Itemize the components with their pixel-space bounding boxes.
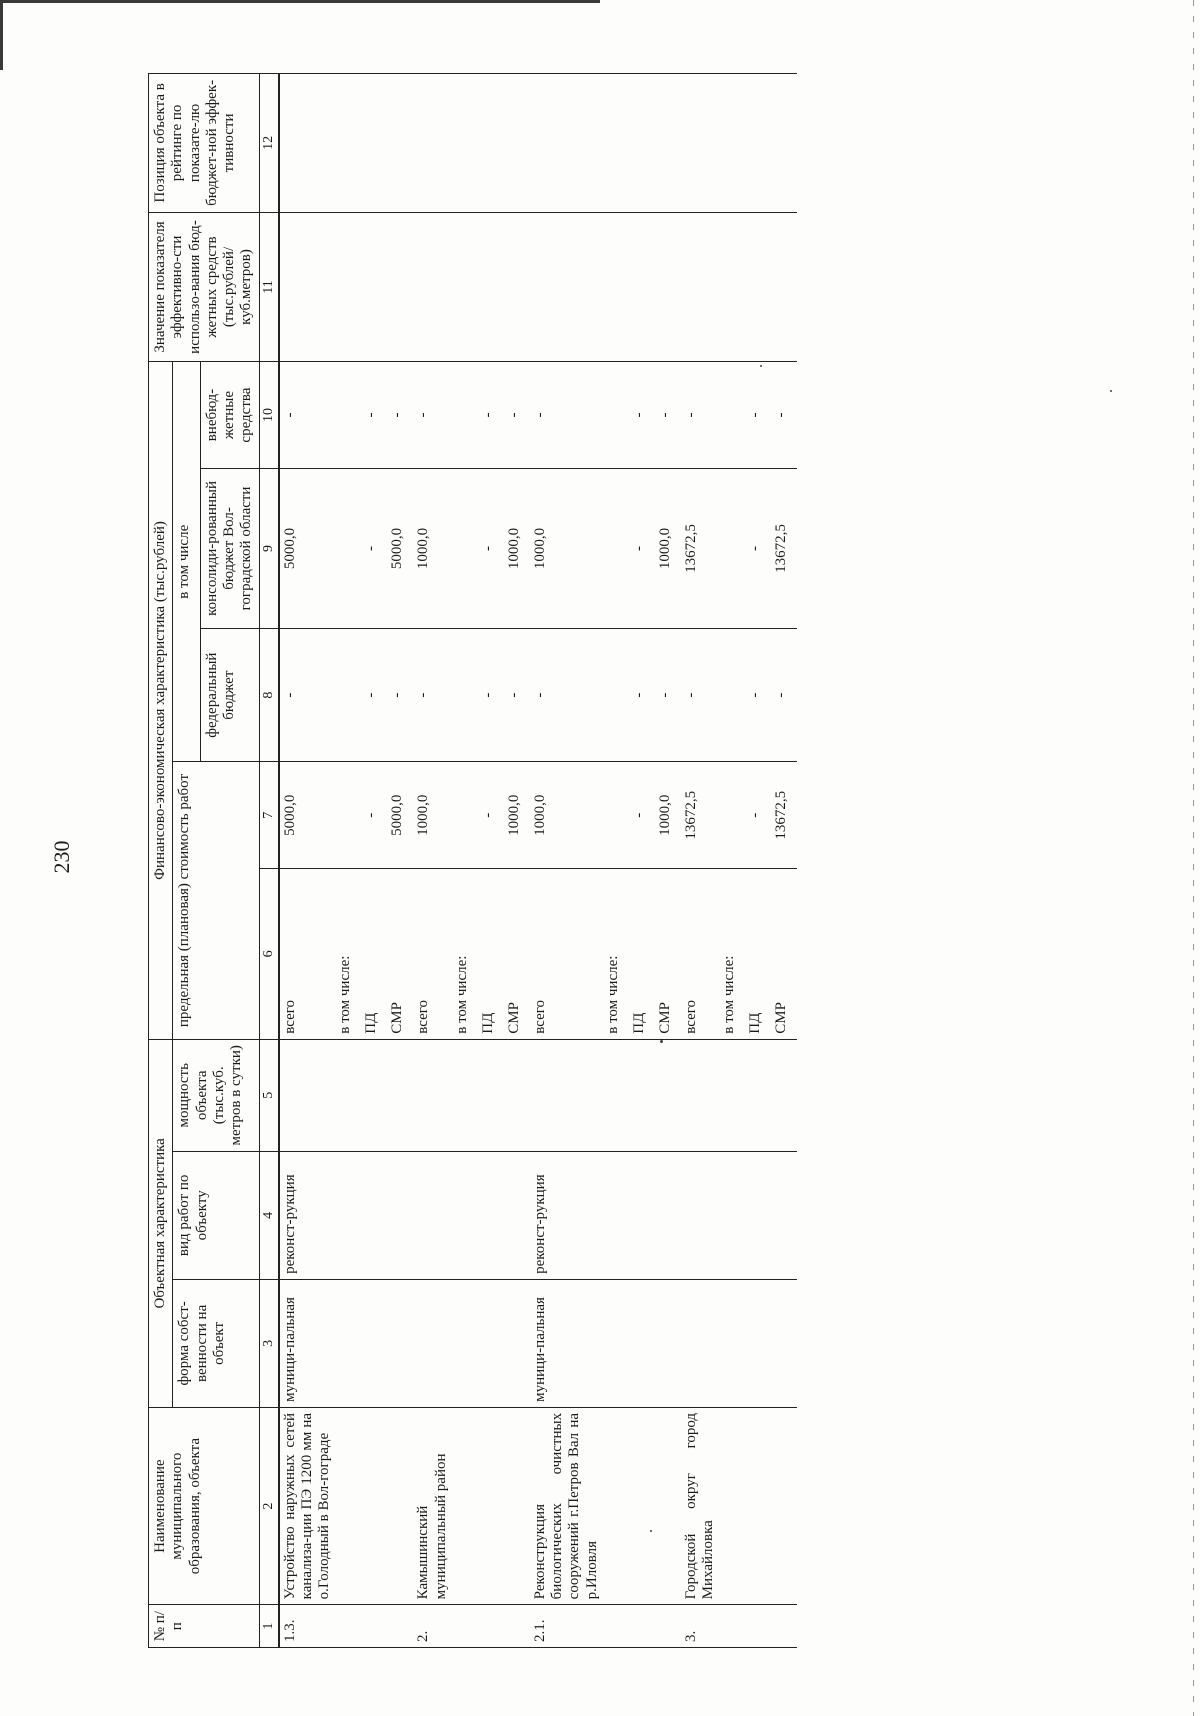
- cost-value: -: [629, 762, 655, 869]
- regional-value: -: [478, 468, 504, 628]
- regional-value: 13672,5: [771, 468, 797, 628]
- column-number: 10: [259, 362, 279, 469]
- row-number: [629, 1605, 655, 1648]
- row-number: [504, 1605, 530, 1648]
- rating-value: [452, 74, 478, 213]
- federal-value: -: [530, 628, 603, 761]
- column-number: 4: [259, 1151, 279, 1279]
- efficiency-value: [387, 212, 413, 361]
- header-cost: предельная (плановая) стоимость работ: [173, 762, 259, 1039]
- row-number: 3.: [681, 1605, 720, 1648]
- cost-value: 5000,0: [279, 762, 336, 869]
- object-name: [335, 1407, 361, 1604]
- capacity-cell: [629, 1039, 655, 1151]
- ownership-cell: [681, 1279, 720, 1407]
- row-number: [452, 1605, 478, 1648]
- cost-label: СМР: [387, 869, 413, 1040]
- regional-value: 5000,0: [279, 468, 336, 628]
- regional-value: 13672,5: [681, 468, 720, 628]
- capacity-cell: [279, 1039, 336, 1151]
- federal-value: -: [361, 628, 387, 761]
- cost-label: ПД: [745, 869, 771, 1040]
- offbudget-value: [603, 362, 629, 469]
- object-name: Городской округ город Михайловка: [681, 1407, 720, 1604]
- offbudget-value: -: [387, 362, 413, 469]
- table-row: [681, 74, 720, 1648]
- rating-value: [629, 74, 655, 213]
- capacity-cell: [745, 1039, 771, 1151]
- work-type-cell: реконст-рукция: [279, 1151, 336, 1279]
- cost-value: -: [478, 762, 504, 869]
- ownership-cell: [335, 1279, 361, 1407]
- regional-value: 1000,0: [655, 468, 681, 628]
- cost-label: всего: [530, 869, 603, 1040]
- ownership-cell: [719, 1279, 745, 1407]
- row-number: [655, 1605, 681, 1648]
- efficiency-value: [771, 212, 797, 361]
- column-number: 12: [259, 74, 279, 213]
- work-type-cell: реконст-рукция: [530, 1151, 603, 1279]
- offbudget-value: -: [771, 362, 797, 469]
- capacity-cell: [413, 1039, 452, 1151]
- regional-value: [603, 468, 629, 628]
- ownership-cell: муници-пальная: [279, 1279, 336, 1407]
- object-name: [603, 1407, 629, 1604]
- rating-value: [771, 74, 797, 213]
- work-type-cell: [771, 1151, 797, 1279]
- header-regional: консолиди-рованный бюджет Вол-гоградской области: [200, 468, 259, 628]
- table-header: [149, 74, 279, 1648]
- object-name: [387, 1407, 413, 1604]
- capacity-cell: [719, 1039, 745, 1151]
- regional-value: [335, 468, 361, 628]
- efficiency-value: [478, 212, 504, 361]
- rating-value: [655, 74, 681, 213]
- table-row: [603, 74, 629, 1648]
- table-body: [279, 74, 798, 1648]
- cost-value: 13672,5: [681, 762, 720, 869]
- table-row: [361, 74, 387, 1648]
- federal-value: -: [681, 628, 720, 761]
- cost-value: [335, 762, 361, 869]
- cost-value: [603, 762, 629, 869]
- cost-label: всего: [681, 869, 720, 1040]
- work-type-cell: [504, 1151, 530, 1279]
- offbudget-value: -: [629, 362, 655, 469]
- object-name: Камышинский муниципальный район: [413, 1407, 452, 1604]
- header-including: в том числе: [173, 362, 201, 762]
- work-type-cell: [681, 1151, 720, 1279]
- column-number: 6: [259, 869, 279, 1040]
- table-row: [771, 74, 797, 1648]
- ownership-cell: [387, 1279, 413, 1407]
- offbudget-value: -: [745, 362, 771, 469]
- work-type-cell: [655, 1151, 681, 1279]
- work-type-cell: [745, 1151, 771, 1279]
- efficiency-value: [335, 212, 361, 361]
- rating-value: [504, 74, 530, 213]
- cost-label: СМР: [655, 869, 681, 1040]
- row-number: [478, 1605, 504, 1648]
- regional-value: -: [629, 468, 655, 628]
- efficiency-value: [530, 212, 603, 361]
- rating-value: [279, 74, 336, 213]
- object-name: [655, 1407, 681, 1604]
- capacity-cell: [603, 1039, 629, 1151]
- table-row: [655, 74, 681, 1648]
- row-number: [745, 1605, 771, 1648]
- capacity-cell: [530, 1039, 603, 1151]
- header-group-object: Объектная характеристика: [149, 1039, 173, 1407]
- ownership-cell: [504, 1279, 530, 1407]
- table-row: [387, 74, 413, 1648]
- scan-edge-left: [0, 0, 3, 70]
- offbudget-value: [452, 362, 478, 469]
- object-name: [452, 1407, 478, 1604]
- cost-label: СМР: [504, 869, 530, 1040]
- efficiency-value: [745, 212, 771, 361]
- work-type-cell: [629, 1151, 655, 1279]
- efficiency-value: [413, 212, 452, 361]
- work-type-cell: [478, 1151, 504, 1279]
- capacity-cell: [361, 1039, 387, 1151]
- ownership-cell: [629, 1279, 655, 1407]
- table-row: [452, 74, 478, 1648]
- table-row: [745, 74, 771, 1648]
- federal-value: [452, 628, 478, 761]
- rating-value: [745, 74, 771, 213]
- cost-label: ПД: [361, 869, 387, 1040]
- rating-value: [603, 74, 629, 213]
- cost-value: -: [361, 762, 387, 869]
- header-capacity: мощность объекта (тыс.куб. метров в сутки): [173, 1039, 259, 1151]
- work-type-cell: [335, 1151, 361, 1279]
- scan-edge-top: [0, 0, 600, 3]
- header-ownership: форма собст-венности на объект: [173, 1279, 259, 1407]
- offbudget-value: -: [279, 362, 336, 469]
- table-row: [279, 74, 336, 1648]
- table-row: [504, 74, 530, 1648]
- column-number: 1: [259, 1605, 279, 1648]
- capacity-cell: [681, 1039, 720, 1151]
- offbudget-value: [719, 362, 745, 469]
- ownership-cell: [478, 1279, 504, 1407]
- work-type-cell: [361, 1151, 387, 1279]
- cost-label: ПД: [629, 869, 655, 1040]
- offbudget-value: -: [478, 362, 504, 469]
- offbudget-value: -: [530, 362, 603, 469]
- federal-value: -: [478, 628, 504, 761]
- header-work-type: вид работ по объекту: [173, 1151, 259, 1279]
- cost-label: в том числе:: [335, 869, 361, 1040]
- page-number: 230: [49, 840, 74, 874]
- object-name: [361, 1407, 387, 1604]
- column-number: 5: [259, 1039, 279, 1151]
- federal-value: -: [387, 628, 413, 761]
- rating-value: [719, 74, 745, 213]
- efficiency-value: [361, 212, 387, 361]
- work-type-cell: [452, 1151, 478, 1279]
- column-number: 2: [259, 1407, 279, 1604]
- cost-value: 5000,0: [387, 762, 413, 869]
- work-type-cell: [387, 1151, 413, 1279]
- offbudget-value: -: [361, 362, 387, 469]
- capacity-cell: [478, 1039, 504, 1151]
- efficiency-value: [603, 212, 629, 361]
- rating-value: [530, 74, 603, 213]
- column-number: 9: [259, 468, 279, 628]
- capacity-cell: [335, 1039, 361, 1151]
- ownership-cell: [771, 1279, 797, 1407]
- rating-value: [361, 74, 387, 213]
- federal-value: -: [629, 628, 655, 761]
- offbudget-value: -: [413, 362, 452, 469]
- regional-value: 1000,0: [504, 468, 530, 628]
- federal-value: -: [745, 628, 771, 761]
- header-group-finance: Финансово-экономическая характеристика (тыс.рублей): [149, 362, 173, 1040]
- cost-value: 1000,0: [655, 762, 681, 869]
- cost-value: 13672,5: [771, 762, 797, 869]
- cost-label: в том числе:: [603, 869, 629, 1040]
- table-row: [478, 74, 504, 1648]
- cost-value: 1000,0: [413, 762, 452, 869]
- row-number: [361, 1605, 387, 1648]
- ownership-cell: муници-пальная: [530, 1279, 603, 1407]
- efficiency-value: [629, 212, 655, 361]
- object-name: Устройство наружных сетей канализа-ции ПЭ 1200 мм на о.Голодный в Вол-гограде: [279, 1407, 336, 1604]
- capacity-cell: [452, 1039, 478, 1151]
- federal-value: -: [655, 628, 681, 761]
- cost-label: СМР: [771, 869, 797, 1040]
- header-num: № п/п: [149, 1605, 260, 1648]
- row-number: 1.3.: [279, 1605, 336, 1648]
- federal-value: -: [279, 628, 336, 761]
- ownership-cell: [655, 1279, 681, 1407]
- work-type-cell: [603, 1151, 629, 1279]
- regional-value: -: [745, 468, 771, 628]
- cost-value: [452, 762, 478, 869]
- offbudget-value: -: [504, 362, 530, 469]
- row-number: 2.1.: [530, 1605, 603, 1648]
- regional-value: -: [361, 468, 387, 628]
- column-number: 8: [259, 628, 279, 761]
- regional-value: 1000,0: [530, 468, 603, 628]
- header-rating: Позиция объекта в рейтинге по показате-лю бюджет-ной эффек-тивности: [149, 74, 260, 213]
- column-number: 3: [259, 1279, 279, 1407]
- offbudget-value: [335, 362, 361, 469]
- financial-table: [148, 73, 797, 1648]
- federal-value: [603, 628, 629, 761]
- ownership-cell: [452, 1279, 478, 1407]
- efficiency-value: [452, 212, 478, 361]
- object-name: [719, 1407, 745, 1604]
- ownership-cell: [745, 1279, 771, 1407]
- capacity-cell: [387, 1039, 413, 1151]
- federal-value: [335, 628, 361, 761]
- cost-value: 1000,0: [530, 762, 603, 869]
- table-row: [530, 74, 603, 1648]
- object-name: [771, 1407, 797, 1604]
- object-name: Реконструкция биологических очистных сооружений г.Петров Вал на р.Иловля: [530, 1407, 603, 1604]
- object-name: [629, 1407, 655, 1604]
- work-type-cell: [719, 1151, 745, 1279]
- scan-edge-right: [1193, 0, 1194, 1716]
- row-number: [603, 1605, 629, 1648]
- object-name: [504, 1407, 530, 1604]
- table-row: [413, 74, 452, 1648]
- header-federal: федеральный бюджет: [200, 628, 259, 761]
- header-efficiency: Значение показателя эффективно-сти использо-вания бюд-жетных средств (тыс.рублей/ куб.метров): [149, 212, 260, 361]
- object-name: [478, 1407, 504, 1604]
- cost-value: 1000,0: [504, 762, 530, 869]
- column-number: 7: [259, 762, 279, 869]
- federal-value: -: [504, 628, 530, 761]
- efficiency-value: [279, 212, 336, 361]
- table-row: [335, 74, 361, 1648]
- cost-value: -: [745, 762, 771, 869]
- header-offbudget: внебюд-жетные средства: [200, 362, 259, 469]
- table-row: [719, 74, 745, 1648]
- cost-label: всего: [413, 869, 452, 1040]
- rating-value: [681, 74, 720, 213]
- row-number: [771, 1605, 797, 1648]
- efficiency-value: [719, 212, 745, 361]
- federal-value: -: [413, 628, 452, 761]
- cost-label: всего: [279, 869, 336, 1040]
- federal-value: -: [771, 628, 797, 761]
- offbudget-value: -: [655, 362, 681, 469]
- row-number: [387, 1605, 413, 1648]
- header-name: Наименование муниципального образования, объекта: [149, 1407, 260, 1604]
- efficiency-value: [681, 212, 720, 361]
- ownership-cell: [603, 1279, 629, 1407]
- rotated-table-sheet: [148, 73, 1148, 1648]
- offbudget-value: -: [681, 362, 720, 469]
- efficiency-value: [504, 212, 530, 361]
- efficiency-value: [655, 212, 681, 361]
- rating-value: [387, 74, 413, 213]
- regional-value: 5000,0: [387, 468, 413, 628]
- cost-label: в том числе:: [719, 869, 745, 1040]
- capacity-cell: [655, 1039, 681, 1151]
- row-number: [335, 1605, 361, 1648]
- rating-value: [478, 74, 504, 213]
- capacity-cell: [504, 1039, 530, 1151]
- ownership-cell: [413, 1279, 452, 1407]
- regional-value: [719, 468, 745, 628]
- cost-label: в том числе:: [452, 869, 478, 1040]
- cost-label: ПД: [478, 869, 504, 1040]
- table-row: [629, 74, 655, 1648]
- column-number: 11: [259, 212, 279, 361]
- work-type-cell: [413, 1151, 452, 1279]
- object-name: [745, 1407, 771, 1604]
- federal-value: [719, 628, 745, 761]
- column-numbers-row: [259, 74, 279, 1648]
- regional-value: [452, 468, 478, 628]
- row-number: 2.: [413, 1605, 452, 1648]
- row-number: [719, 1605, 745, 1648]
- rating-value: [413, 74, 452, 213]
- cost-value: [719, 762, 745, 869]
- ownership-cell: [361, 1279, 387, 1407]
- capacity-cell: [771, 1039, 797, 1151]
- rating-value: [335, 74, 361, 213]
- regional-value: 1000,0: [413, 468, 452, 628]
